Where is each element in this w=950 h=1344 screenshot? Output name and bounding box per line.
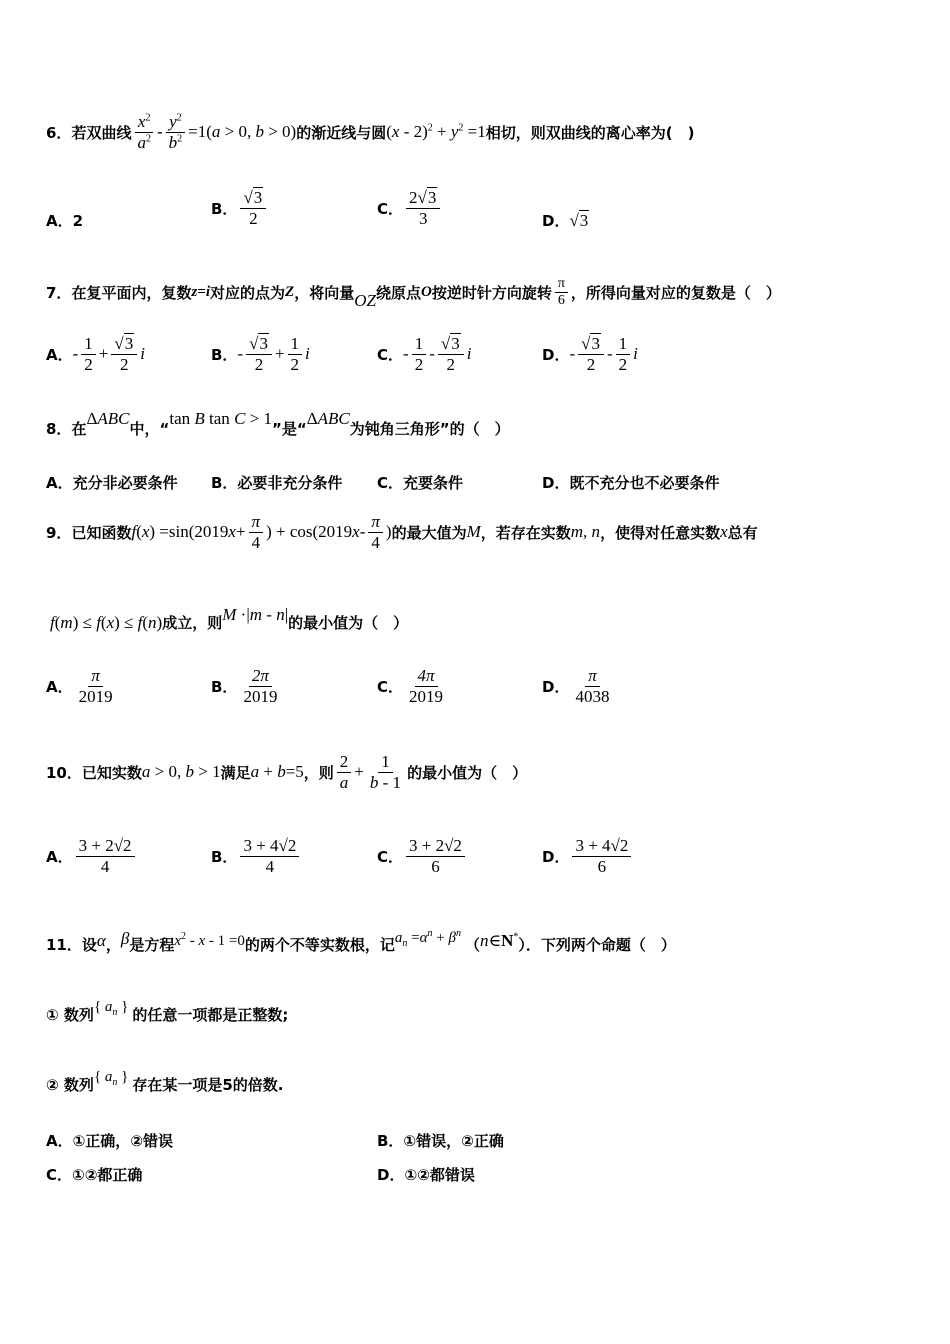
q10-sum: a + b=5 (250, 762, 304, 782)
q10-frac-1: $\frac{2}{a}$ (337, 752, 352, 792)
q11-opt-d: D．①②都错误 (377, 1166, 475, 1184)
q9-function: f ( x ) =sin(2019 x + $\frac{\pi}{4}$ ) + cos(2019 x - $\frac{\pi}{4}$ ) (131, 512, 392, 552)
q6-eq-cond: =1(a > 0, b > 0) (188, 122, 297, 142)
q7-O: O (420, 284, 432, 301)
q6-opt-d: D． √3 (542, 210, 589, 230)
q10-text-4: 的最小值为（ ） (407, 763, 528, 782)
q9-text-6: 成立，则 (162, 614, 223, 632)
q6-frac-x: $\frac{x^2}{a^2}$ (134, 112, 154, 152)
q7-opt-a: A． - $\frac{1}{2}$ + $\frac{√3}{2}$ i (46, 334, 145, 374)
q7-text-1: 在复平面内，复数 (71, 284, 192, 303)
q7-text-5: 按逆时针方向旋转 (431, 284, 552, 303)
q11-equation: $x^2 - x - 1 =0$ (174, 931, 245, 949)
q11-prop-1-label: ① 数列 (46, 1006, 94, 1024)
q11-prop-1-text: 的任意一项都是正整数; (132, 1006, 289, 1024)
q8-text-2: 中，“ (129, 420, 170, 438)
q7-number: 7． (46, 284, 72, 303)
q9-text-3: ，若存在实数 (480, 523, 571, 542)
q6-opt-b: B． $\frac{√3}{2}$ (211, 188, 269, 228)
q7-opt-c: C． - $\frac{1}{2}$ - $\frac{√3}{2}$ i (377, 334, 472, 374)
q9-number: 9． (46, 523, 72, 542)
q8-opt-b: B．必要非充分条件 (211, 474, 343, 492)
q7-stem (46, 276, 781, 309)
q11-text-5: （ (464, 936, 480, 954)
q9-opt-b: B． $\frac{2\pi}{2019}$ (211, 666, 278, 706)
q9-text-2: 的最大值为 (391, 523, 467, 542)
q11-prop-2-label: ② 数列 (46, 1076, 94, 1094)
q10-number: 10． (46, 763, 82, 782)
q10-opt-c: C． $\frac{3 + 2√2}{6}$ (377, 836, 468, 876)
q11-prop-1 (46, 999, 289, 1025)
q6-circle: $(x - 2)^2 + y^2 =1$ (386, 122, 486, 142)
q8-text-1: 在 (71, 420, 87, 438)
q7-opt-d: D． - $\frac{√3}{2}$ - $\frac{1}{2}$ i (542, 334, 638, 374)
q8-number: 8． (46, 420, 72, 438)
q7-text-3: ，将向量 (294, 284, 355, 303)
q11-seq-2: { $a_n$ } (93, 1069, 129, 1088)
q10-opt-d: D． $\frac{3 + 4√2}{6}$ (542, 836, 634, 876)
q11-alpha: α (96, 930, 106, 950)
q9-text-7: 的最小值为（ ） (288, 614, 409, 632)
q9-text-5: 总有 (727, 523, 758, 542)
q11-prop-2 (46, 1069, 284, 1095)
q8-opt-c: C．充要条件 (377, 474, 464, 492)
q8-triangle-2: ΔABC (306, 408, 350, 428)
q8-opt-a: A．充分非必要条件 (46, 474, 178, 492)
q11-opt-b: B．①错误，②正确 (377, 1132, 504, 1150)
q7-Z: Z (285, 284, 295, 301)
q7-text-4: 绕原点 (375, 284, 421, 303)
q6-opt-a: A．2 (46, 212, 84, 230)
q6-stem: 6． 若双曲线 $\frac{x^2}{a^2}$ - $\frac{y^2}{b^2}$ =1(a > 0, b > 0) 的渐近线与圆 $(x - 2)^2 + y^2 =1$ 相切，则双曲线的离心率为( ) (46, 112, 695, 152)
q9-x: x (720, 522, 728, 542)
q7-opt-b: B． - $\frac{√3}{2}$ + $\frac{1}{2}$ i (211, 334, 310, 374)
q11-text-2: ， (105, 936, 121, 954)
q9-opt-c: C． $\frac{4\pi}{2019}$ (377, 666, 444, 706)
q9-text-4: ，使得对任意实数 (600, 523, 721, 542)
q11-number: 11． (46, 936, 82, 954)
q11-stem (46, 928, 676, 955)
q11-an: $a_n =\alpha^n + \beta^n$ (394, 928, 461, 949)
q10-text-3: ，则 (303, 763, 334, 782)
q6-text-2: 的渐近线与圆 (296, 123, 387, 142)
q9-mn: m, n (570, 522, 601, 542)
q9-opt-a: A． $\frac{\pi}{2019}$ (46, 666, 113, 706)
q11-seq-1: { $a_n$ } (93, 999, 129, 1018)
q7-zi: z=i (191, 284, 211, 301)
q6-text-3: 相切，则双曲线的离心率为( ) (485, 123, 695, 142)
q11-text-6: ）．下列两个命题（ ） (518, 936, 676, 954)
q10-opt-a: A． $\frac{3 + 2√2}{4}$ (46, 836, 138, 876)
q6-frac-y: $\frac{y^2}{b^2}$ (166, 112, 186, 152)
q6-number: 6． (46, 123, 72, 142)
q10-cond: a > 0, b > 1 (141, 762, 221, 782)
q11-text-4: 的两个不等实数根，记 (244, 936, 395, 954)
q8-text-4: 为钝角三角形”的（ ） (349, 420, 510, 438)
q10-text-1: 已知实数 (81, 763, 142, 782)
q7-text-2: 对应的点为 (210, 284, 286, 303)
q6-text-1: 若双曲线 (71, 123, 132, 142)
q11-text-3: 是方程 (129, 936, 175, 954)
q9-opt-d: D． $\frac{\pi}{4038}$ (542, 666, 610, 706)
q9-stem (46, 512, 758, 552)
q6-opt-c: C． $\frac{2√3}{3}$ (377, 188, 443, 228)
q8-text-3: ”是“ (272, 420, 307, 438)
q10-frac-2: $\frac{1}{b - 1}$ (369, 752, 402, 792)
q11-opt-c: C．①②都正确 (46, 1166, 143, 1184)
q11-prop-2-text: 存在某一项是5的倍数. (132, 1076, 284, 1094)
q10-text-2: 满足 (220, 763, 251, 782)
q11-opt-a: A．①正确，②错误 (46, 1132, 174, 1150)
q8-tan-cond: tan B tan C > 1 (169, 408, 272, 428)
q9-M: M (466, 522, 481, 542)
q7-angle: $\frac{\pi}{6}$ (555, 276, 568, 309)
q10-opt-b: B． $\frac{3 + 4√2}{4}$ (211, 836, 302, 876)
q11-text-1: 设 (81, 936, 97, 954)
q8-stem (46, 408, 510, 439)
q8-triangle-1: ΔABC (86, 408, 130, 428)
q11-n-set: n∈N* (479, 930, 519, 950)
q9-inequality: f(m) ≤ f(x) ≤ f(n) (50, 612, 163, 632)
q7-text-6: ，所得向量对应的复数是（ ） (570, 284, 781, 303)
q7-vector: OZ (354, 290, 376, 310)
q10-stem: 10． 已知实数 a > 0, b > 1 满足 a + b=5 ，则 $\frac{2}{a}$ + $\frac{1}{b - 1}$ 的最小值为（ ） (46, 752, 528, 792)
q8-opt-d: D．既不充分也不必要条件 (542, 474, 720, 492)
q9-stem-2 (50, 604, 409, 633)
q11-beta: β (120, 928, 130, 948)
q9-expression: M ·|m - n| (222, 604, 289, 624)
q9-text-1: 已知函数 (71, 523, 132, 542)
